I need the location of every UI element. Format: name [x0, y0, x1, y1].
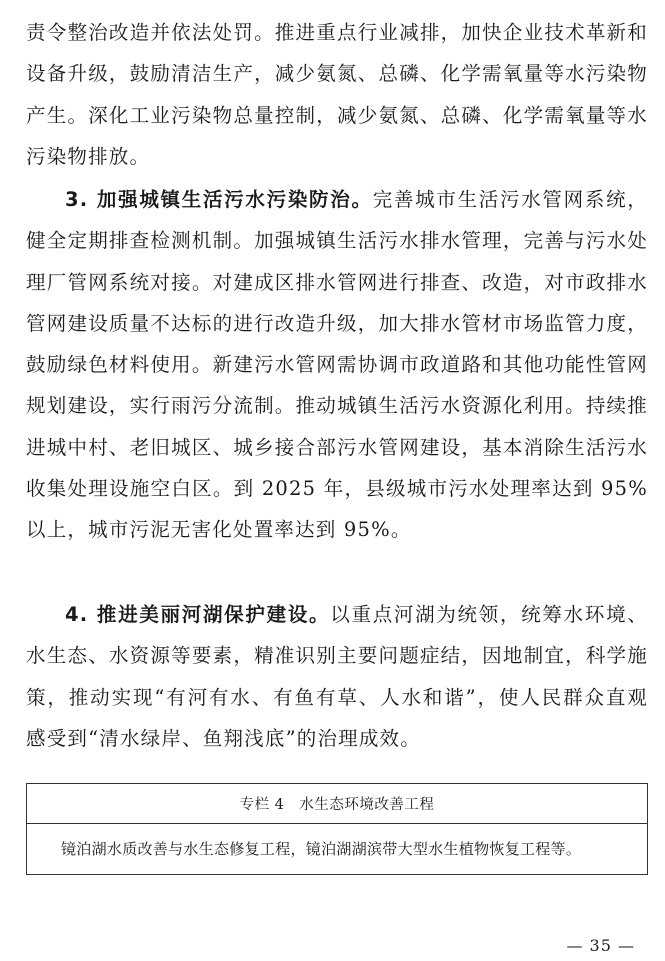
paragraph-rivers-lakes — [26, 594, 648, 759]
paragraph-urban-sewage — [26, 179, 648, 551]
section-heading-3: 3. 加强城镇生活污水污染防治。 — [65, 188, 373, 211]
page-number: — 35 — — [566, 936, 635, 955]
section-text-3: 完善城市生活污水管网系统，健全定期排查检测机制。加强城镇生活污水排水管理，完善与污水处理厂管网系统对接。对建成区排水管网进行排查、改造，对市政排水管网建设质量不达标的进行改造升级，加大排水管材市场监管力度，鼓励绿色材料使用。新建污水管网需协调市政道路和其他功能性管网规划建设，实行雨污分流制。推动城镇生活污水资源化利用。持续推进城中村、老旧城区、城乡接合部污水管网建设，基本消除生活污水收集处理设施空白区。到 2025 年，县级城市污水处理率达到 95%以上，城市污泥无害化处置率达到 95%。 — [26, 188, 648, 542]
feature-box-content: 镜泊湖水质改善与水生态修复工程，镜泊湖湖滨带大型水生植物恢复工程等。 — [61, 840, 582, 858]
feature-box — [26, 783, 648, 875]
section-text-4: 以重点河湖为统领，统筹水环境、水生态、水资源等要素，精准识别主要问题症结，因地制宜，科学施策，推动实现“有河有水、有鱼有草、人水和谐”，使人民群众直观感受到“清水绿岸、鱼翔浅底”的治理成效。 — [26, 603, 648, 750]
feature-box-title: 专栏 4 水生态环境改善工程 — [27, 784, 647, 824]
paragraph-industrial-pollution: 责令整治改造并依法处罚。推进重点行业减排，加快企业技术革新和设备升级，鼓励清洁生产，减少氨氮、总磷、化学需氧量等水污染物产生。深化工业污染物总量控制，减少氨氮、总磷、化学需氧量等水污染物排放。 — [26, 21, 648, 168]
section-heading-4: 4. 推进美丽河湖保护建设。 — [65, 603, 331, 626]
